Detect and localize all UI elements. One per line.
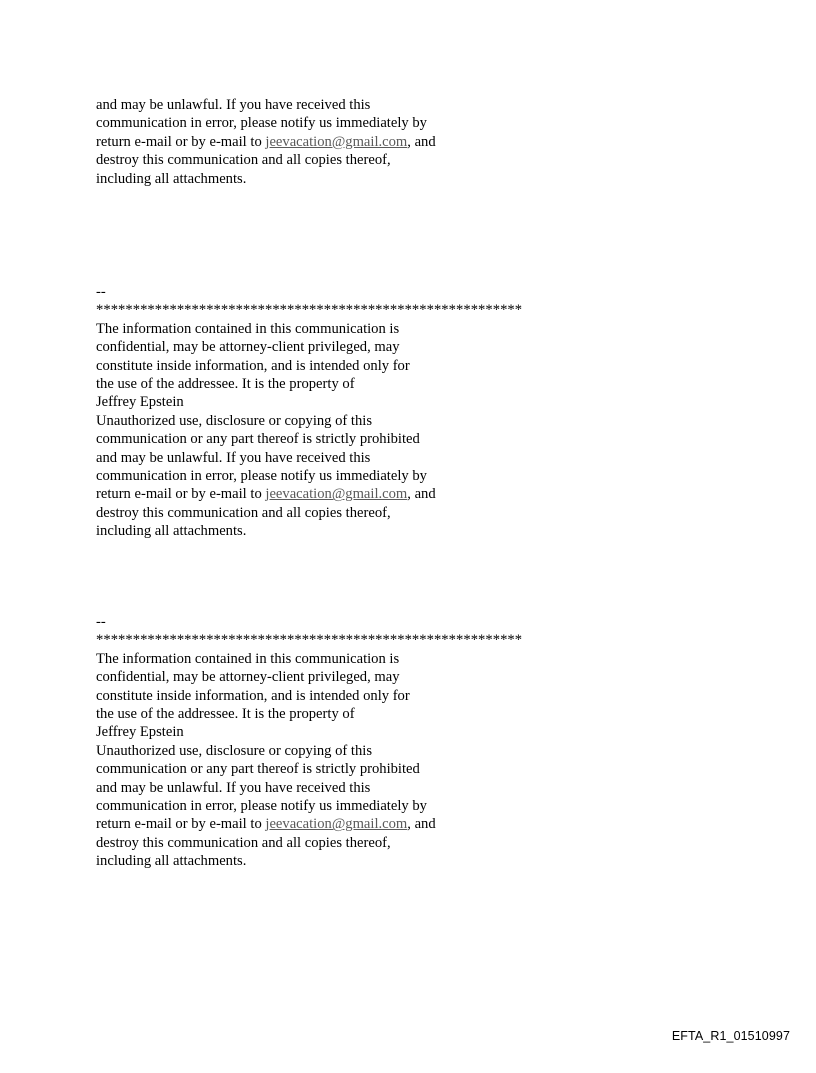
text-line: communication or any part thereof is strictly prohibited xyxy=(96,761,420,778)
disclaimer-block xyxy=(96,613,616,871)
text-line: communication in error, please notify us immediately by xyxy=(96,115,427,132)
asterisk-divider: ********************************************************** xyxy=(96,302,523,319)
text-segment: , and xyxy=(407,816,436,833)
signature-separator: -- xyxy=(96,284,106,300)
text-segment: , and xyxy=(407,133,436,150)
text-line: the use of the addressee. It is the property of xyxy=(96,376,355,393)
document-id: EFTA_R1_01510997 xyxy=(671,1029,790,1043)
text-line: Jeffrey Epstein xyxy=(96,394,184,411)
text-line: Unauthorized use, disclosure or copying of this xyxy=(96,412,373,429)
email-link[interactable]: jeevacation@gmail.com xyxy=(265,816,408,833)
text-line: and may be unlawful. If you have received this xyxy=(96,97,371,113)
text-segment: return e-mail or by e-mail to xyxy=(96,133,266,150)
text-line xyxy=(96,815,616,833)
text-line: The information contained in this communication is xyxy=(96,320,400,337)
text-line: including all attachments. xyxy=(96,523,247,540)
text-segment: return e-mail or by e-mail to xyxy=(96,816,266,833)
signature-separator: -- xyxy=(96,614,106,630)
text-segment: return e-mail or by e-mail to xyxy=(96,486,266,503)
text-line: constitute inside information, and is intended only for xyxy=(96,357,410,374)
text-line: communication in error, please notify us immediately by xyxy=(96,798,427,815)
text-line: confidential, may be attorney-client privileged, may xyxy=(96,339,400,356)
text-line: The information contained in this communication is xyxy=(96,650,400,667)
text-line: Unauthorized use, disclosure or copying of this xyxy=(96,742,373,759)
text-line: destroy this communication and all copies thereof, xyxy=(96,834,391,851)
text-line: destroy this communication and all copies thereof, xyxy=(96,152,391,169)
text-line: the use of the addressee. It is the property of xyxy=(96,706,355,723)
text-line: communication or any part thereof is strictly prohibited xyxy=(96,431,420,448)
text-line: destroy this communication and all copies thereof, xyxy=(96,504,391,521)
text-segment: , and xyxy=(407,486,436,503)
text-line: confidential, may be attorney-client privileged, may xyxy=(96,669,400,686)
asterisk-divider: ********************************************************** xyxy=(96,632,523,649)
disclaimer-block xyxy=(96,283,616,541)
text-line xyxy=(96,485,616,503)
text-line: Jeffrey Epstein xyxy=(96,724,184,741)
text-line: including all attachments. xyxy=(96,170,247,187)
disclaimer-fragment xyxy=(96,96,616,188)
text-line xyxy=(96,133,616,151)
text-line: and may be unlawful. If you have received this xyxy=(96,779,371,796)
text-line: including all attachments. xyxy=(96,853,247,870)
email-link[interactable]: jeevacation@gmail.com xyxy=(265,486,408,503)
text-line: communication in error, please notify us immediately by xyxy=(96,468,427,485)
text-line: and may be unlawful. If you have received this xyxy=(96,449,371,466)
email-link[interactable]: jeevacation@gmail.com xyxy=(265,133,408,150)
text-line: constitute inside information, and is intended only for xyxy=(96,687,410,704)
